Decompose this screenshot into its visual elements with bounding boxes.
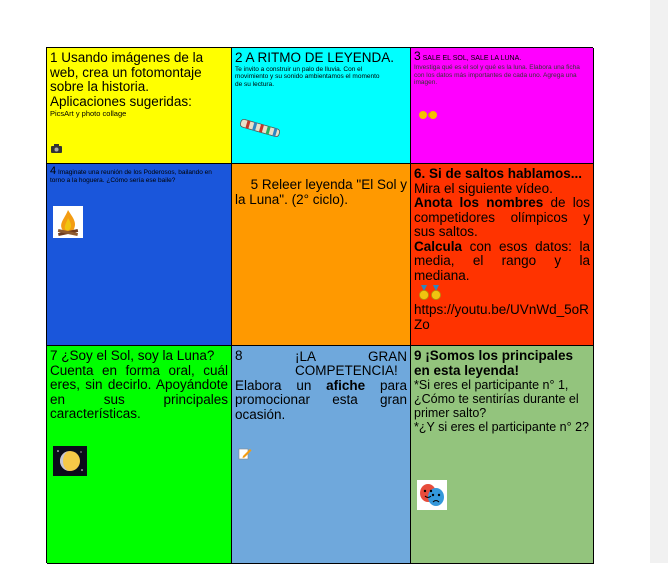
- activity-cell-8: [232, 346, 411, 564]
- activity-2-text: Te invito a construir un palo de lluvia. Con el movimiento y su sonido ambientamos el momento de su lectura.: [235, 65, 380, 88]
- activity-8-text-b: para promocionar esta gran ocasión.: [235, 377, 407, 422]
- activity-9-question-2: *¿Y si eres el participante n° 2?: [414, 420, 589, 434]
- rainstick-icon: [238, 116, 282, 145]
- activity-cell-7: [47, 346, 232, 564]
- activity-9-question-1: *Si eres el participante n° 1, ¿Cómo te sentirías durante el primer salto?: [414, 378, 579, 420]
- activity-8-bold: afiche: [326, 377, 366, 393]
- activity-cell-5: [232, 164, 411, 346]
- activity-6-rest1: de los competidores olímpicos y sus saltos.: [414, 195, 590, 239]
- activity-cell-6: [411, 164, 594, 346]
- activity-8-heading: ¡LA GRAN COMPETENCIA!: [295, 348, 407, 378]
- activity-8-number: 8: [235, 348, 243, 363]
- pencil-paper-icon: [238, 446, 252, 465]
- activity-6-bold2: Calcula: [414, 238, 463, 254]
- activity-3-title: SALE EL SOL, SALE LA LUNA.: [422, 55, 522, 62]
- activity-3-number: 3: [414, 49, 421, 63]
- activity-cell-9: [411, 346, 594, 564]
- activity-7-text: Cuenta en forma oral, cuál eres, sin decirlo. Apoyándote en sus principales características.: [50, 362, 228, 421]
- activity-1-apps: PicsArt y photo collage: [50, 109, 127, 118]
- scrollbar-track[interactable]: [650, 0, 668, 563]
- activity-5-text-b: la Luna". (2° ciclo).: [235, 191, 348, 207]
- activity-5-text-a: 5 Releer leyenda "El Sol y: [250, 177, 407, 192]
- activity-7-title: 7 ¿Soy el Sol, soy la Luna?: [50, 348, 215, 363]
- activity-1-title: 1 Usando imágenes de la web, crea un fotomontaje sobre la historia.: [50, 50, 204, 94]
- medals-icon: [418, 285, 590, 303]
- activity-4-number: 4: [50, 165, 57, 177]
- activity-6-video-link[interactable]: https://youtu.be/UVnWd_5oRZo: [414, 302, 589, 332]
- activity-6-title: 6. Si de saltos hablamos...: [414, 166, 583, 181]
- activity-1-apps-title: Aplicaciones sugeridas:: [50, 93, 192, 109]
- theater-masks-icon: [417, 480, 447, 515]
- activity-6-bold1: Anota los nombres: [414, 195, 544, 210]
- activity-2-title: 2 A RITMO DE LEYENDA.: [235, 50, 395, 65]
- activity-8-text-a: Elabora un: [235, 377, 312, 393]
- activities-grid: [46, 47, 593, 563]
- camera-icon: [51, 140, 62, 158]
- activity-cell-3: [411, 48, 594, 164]
- activity-4-text: Imaginate una reunión de los Poderosos, bailando en torno a la hoguera. ¿Cómo sería ese baile?: [50, 169, 212, 184]
- activity-3-text: Investiga qué es el sol y qué es la luna. Elabora una ficha con los datos más importantes de cada uno. Agrega una imagen.: [414, 64, 580, 86]
- activity-6-line1: Mira el siguiente vídeo.: [414, 180, 553, 196]
- activity-cell-4: [47, 164, 232, 346]
- activity-cell-2: [232, 48, 411, 164]
- sun-moon-icon: [53, 446, 87, 481]
- sun-moon-icon: [417, 108, 439, 126]
- activity-cell-1: [47, 48, 232, 164]
- activity-9-title: 9 ¡Somos los principales en esta leyenda!: [414, 348, 574, 378]
- activity-6-rest2: con esos datos: la media, el rango y la mediana.: [414, 238, 590, 283]
- bonfire-icon: [53, 206, 83, 243]
